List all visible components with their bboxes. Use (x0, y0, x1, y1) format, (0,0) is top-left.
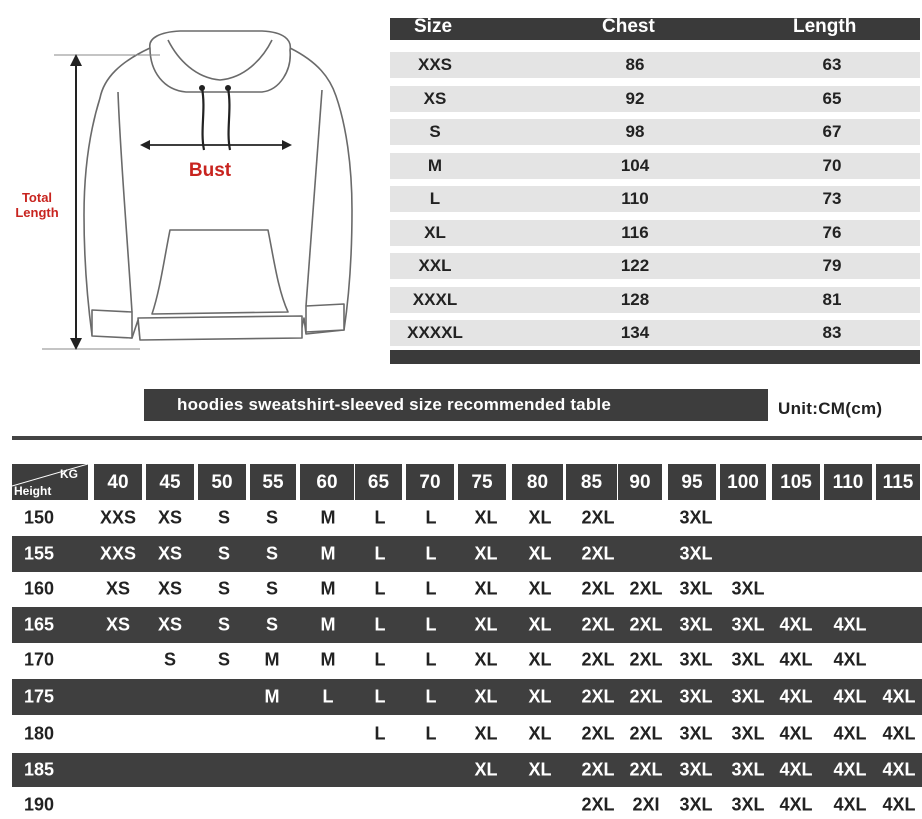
recommended-size-cell: 3XL (679, 649, 713, 670)
recommended-size-cell: L (374, 723, 386, 744)
recommended-size-cell: XL (528, 759, 552, 780)
recommended-size-cell: 3XL (731, 794, 765, 814)
height-value: 155 (24, 543, 55, 564)
size-row (390, 86, 920, 112)
weight-header-cell: 85 (566, 464, 617, 500)
recommended-size-cell: 2XL (581, 759, 615, 780)
recommended-size-cell: L (374, 543, 386, 564)
recommended-size-cell: 4XL (833, 759, 867, 780)
recommended-size-cell: S (265, 614, 279, 635)
size-row-chest: 98 (625, 122, 645, 141)
size-row-length: 70 (822, 156, 842, 175)
recommended-size-cell: XS (157, 578, 183, 599)
weight-header-cell: 70 (406, 464, 454, 500)
recommended-size-cell: 3XL (731, 649, 765, 670)
weight-header-cell: 65 (355, 464, 402, 500)
recommended-size-cell: 2XL (581, 578, 615, 599)
recommended-size-cell: 4XL (779, 794, 813, 814)
recommended-size-cell: 4XL (779, 723, 813, 744)
recommended-size-cell: XS (105, 578, 131, 599)
chest-header: Chest (602, 16, 655, 37)
recommended-size-cell: XL (474, 578, 498, 599)
recommended-size-cell: XL (474, 686, 498, 707)
recommended-size-cell: 4XL (833, 686, 867, 707)
size-row-chest: 128 (620, 290, 650, 309)
weight-header-cell: 100 (720, 464, 766, 500)
recommended-size-cell: L (425, 649, 437, 670)
size-row-size: XXS (417, 55, 453, 74)
recommended-size-cell: 4XL (779, 759, 813, 780)
recommended-size-cell: M (320, 543, 336, 564)
recommended-size-cell: 3XL (679, 614, 713, 635)
size-row-size: S (429, 122, 441, 141)
recommended-size-cell: S (265, 507, 279, 528)
recommended-size-cell: M (320, 649, 336, 670)
weight-header-cell: 115 (876, 464, 920, 500)
recommended-size-cell: L (374, 578, 386, 599)
size-row-length: 79 (822, 256, 842, 275)
height-row (12, 790, 922, 819)
recommended-size-cell: L (322, 686, 334, 707)
recommended-size-cell: 4XL (833, 723, 867, 744)
recommended-size-cell: L (425, 578, 437, 599)
recommended-size-cell: L (374, 686, 386, 707)
recommended-size-cell: XL (474, 543, 498, 564)
size-row-length: 83 (822, 323, 842, 342)
recommended-size-cell: XS (157, 507, 183, 528)
height-row (12, 679, 922, 715)
recommended-size-cell: XS (157, 543, 183, 564)
recommended-size-cell: S (265, 578, 279, 599)
size-table-footer-bar (390, 350, 920, 364)
recommended-size-cell: 2XI (632, 794, 660, 814)
total-length-text: Total Length (15, 190, 59, 220)
size-row-length: 65 (822, 89, 842, 108)
recommended-size-cell: 4XL (779, 686, 813, 707)
recommended-size-cell: L (425, 686, 437, 707)
weight-header-cell: 50 (198, 464, 246, 500)
recommended-size-cell: 3XL (731, 759, 765, 780)
recommended-size-cell: L (425, 723, 437, 744)
recommended-size-cell: XL (474, 723, 498, 744)
recommended-size-cell: 4XL (779, 649, 813, 670)
height-value: 175 (24, 686, 55, 707)
size-row-chest: 92 (625, 89, 645, 108)
recommended-size-cell: XL (528, 723, 552, 744)
height-label: Height (14, 484, 52, 498)
height-row (12, 717, 922, 751)
recommended-size-cell: S (163, 649, 177, 670)
recommended-size-cell: S (265, 543, 279, 564)
size-header: Size (414, 16, 453, 37)
recommended-size-cell: 4XL (882, 794, 916, 814)
height-value: 180 (24, 723, 55, 744)
recommended-size-cell: S (217, 507, 231, 528)
recommended-size-cell: S (217, 649, 231, 670)
recommended-size-cell: 4XL (882, 759, 916, 780)
recommended-size-cell: 2XL (629, 759, 663, 780)
recommended-size-cell: 2XL (629, 723, 663, 744)
size-row (390, 153, 920, 179)
weight-header-cell: 60 (300, 464, 354, 500)
recommended-size-cell: 3XL (731, 578, 765, 599)
recommended-size-cell: XL (528, 543, 552, 564)
recommended-size-cell: S (217, 614, 231, 635)
size-row-chest: 104 (620, 156, 650, 175)
weight-header-cell: 110 (824, 464, 872, 500)
recommended-size-cell: M (320, 614, 336, 635)
recommended-size-cell: M (320, 507, 336, 528)
recommended-size-cell: L (425, 507, 437, 528)
recommended-size-cell: 4XL (833, 614, 867, 635)
recommended-size-cell: 3XL (679, 578, 713, 599)
recommended-size-cell: 2XL (581, 686, 615, 707)
height-kg-corner-cell (12, 464, 88, 500)
recommended-size-cell: XL (528, 507, 552, 528)
weight-header-cell: 90 (618, 464, 662, 500)
height-row (12, 536, 922, 572)
recommended-size-cell: 4XL (882, 723, 916, 744)
recommended-size-cell: S (217, 578, 231, 599)
recommended-size-cell: 2XL (629, 614, 663, 635)
recommended-size-cell: 3XL (731, 686, 765, 707)
height-value: 170 (24, 649, 55, 670)
recommended-size-cell: 4XL (833, 649, 867, 670)
size-row-chest: 86 (625, 55, 645, 74)
height-value: 165 (24, 614, 55, 635)
size-row-length: 73 (822, 189, 842, 208)
size-row-chest: 122 (620, 256, 650, 275)
section-divider (12, 436, 922, 440)
recommended-size-cell: L (374, 614, 386, 635)
size-row-size: XL (424, 223, 446, 242)
weight-header-cell: 80 (512, 464, 563, 500)
recommended-size-cell: S (217, 543, 231, 564)
recommended-size-cell: L (374, 507, 386, 528)
recommended-size-cell: 2XL (581, 794, 615, 814)
size-row (390, 253, 920, 279)
height-value: 160 (24, 578, 55, 599)
height-row (12, 573, 922, 605)
recommended-size-cell: 2XL (581, 649, 615, 670)
recommended-size-cell: XL (474, 507, 498, 528)
recommended-size-cell: 2XL (581, 614, 615, 635)
size-row-chest: 110 (621, 189, 649, 208)
recommended-size-cell: 2XL (581, 723, 615, 744)
size-row (390, 52, 920, 78)
recommended-size-cell: XS (105, 614, 131, 635)
recommended-size-cell: 2XL (629, 686, 663, 707)
recommended-size-cell: L (425, 614, 437, 635)
weight-header-cell: 55 (250, 464, 296, 500)
recommended-size-cell: XL (474, 649, 498, 670)
size-row-size: XXL (418, 256, 452, 275)
recommended-size-cell: 4XL (833, 794, 867, 814)
height-row (12, 503, 922, 533)
size-row-size: M (427, 156, 443, 175)
recommended-size-cell: 4XL (779, 614, 813, 635)
recommended-size-cell: XL (528, 578, 552, 599)
size-row (390, 320, 920, 346)
size-row-chest: 116 (621, 223, 649, 242)
size-row (390, 119, 920, 145)
recommend-table-title: hoodies sweatshirt-sleeved size recommended table (144, 389, 768, 421)
recommended-size-cell: M (264, 686, 280, 707)
height-row (12, 607, 922, 643)
recommended-size-cell: XL (528, 686, 552, 707)
height-value: 150 (24, 507, 55, 528)
weight-header-cell: 40 (94, 464, 142, 500)
recommended-size-cell: 3XL (679, 507, 713, 528)
weight-header-cell: 45 (146, 464, 194, 500)
total-length-label (8, 190, 66, 220)
recommended-size-cell: XL (474, 614, 498, 635)
height-row (12, 753, 922, 787)
recommended-size-cell: M (320, 578, 336, 599)
kg-label: KG (60, 467, 78, 481)
size-row-size: XS (423, 89, 447, 108)
recommended-size-cell: L (425, 543, 437, 564)
recommended-size-cell: XXS (99, 507, 137, 528)
size-row-length: 81 (822, 290, 842, 309)
recommended-size-cell: 3XL (679, 723, 713, 744)
recommended-size-cell: 2XL (629, 649, 663, 670)
recommended-size-cell: XXS (99, 543, 137, 564)
recommended-size-cell: 3XL (731, 723, 765, 744)
size-row-length: 76 (822, 223, 842, 242)
recommended-size-cell: 3XL (679, 686, 713, 707)
recommended-size-cell: 3XL (679, 794, 713, 814)
recommended-size-cell: 2XL (629, 578, 663, 599)
recommended-size-cell: L (374, 649, 386, 670)
recommended-size-cell: XS (157, 614, 183, 635)
size-row (390, 220, 920, 246)
recommended-size-cell: M (264, 649, 280, 670)
weight-header-cell: 75 (458, 464, 506, 500)
size-table-header (390, 18, 920, 40)
length-header: Length (793, 16, 857, 37)
size-row-size: XXXL (412, 290, 458, 309)
weight-header-cell: 105 (772, 464, 820, 500)
size-row-size: L (429, 189, 441, 208)
size-row-chest: 134 (620, 323, 650, 342)
recommended-size-cell: 2XL (581, 543, 615, 564)
recommended-size-cell: 3XL (679, 543, 713, 564)
recommended-size-cell: 3XL (679, 759, 713, 780)
recommended-size-cell: 3XL (731, 614, 765, 635)
recommended-size-cell: 2XL (581, 507, 615, 528)
recommended-size-cell: XL (528, 649, 552, 670)
size-row (390, 287, 920, 313)
unit-label: Unit:CM(cm) (778, 399, 883, 418)
height-row (12, 645, 922, 675)
recommended-size-cell: 4XL (882, 686, 916, 707)
size-row-length: 67 (822, 122, 842, 141)
hoodie-diagram (0, 0, 380, 360)
size-row (390, 186, 920, 212)
size-row-length: 63 (822, 55, 842, 74)
size-row-size: XXXXL (407, 323, 463, 342)
height-value: 190 (24, 794, 55, 814)
recommended-size-cell: XL (528, 614, 552, 635)
weight-header-cell: 95 (668, 464, 716, 500)
height-value: 185 (24, 759, 55, 780)
bust-label: Bust (188, 160, 232, 181)
recommended-size-cell: XL (474, 759, 498, 780)
